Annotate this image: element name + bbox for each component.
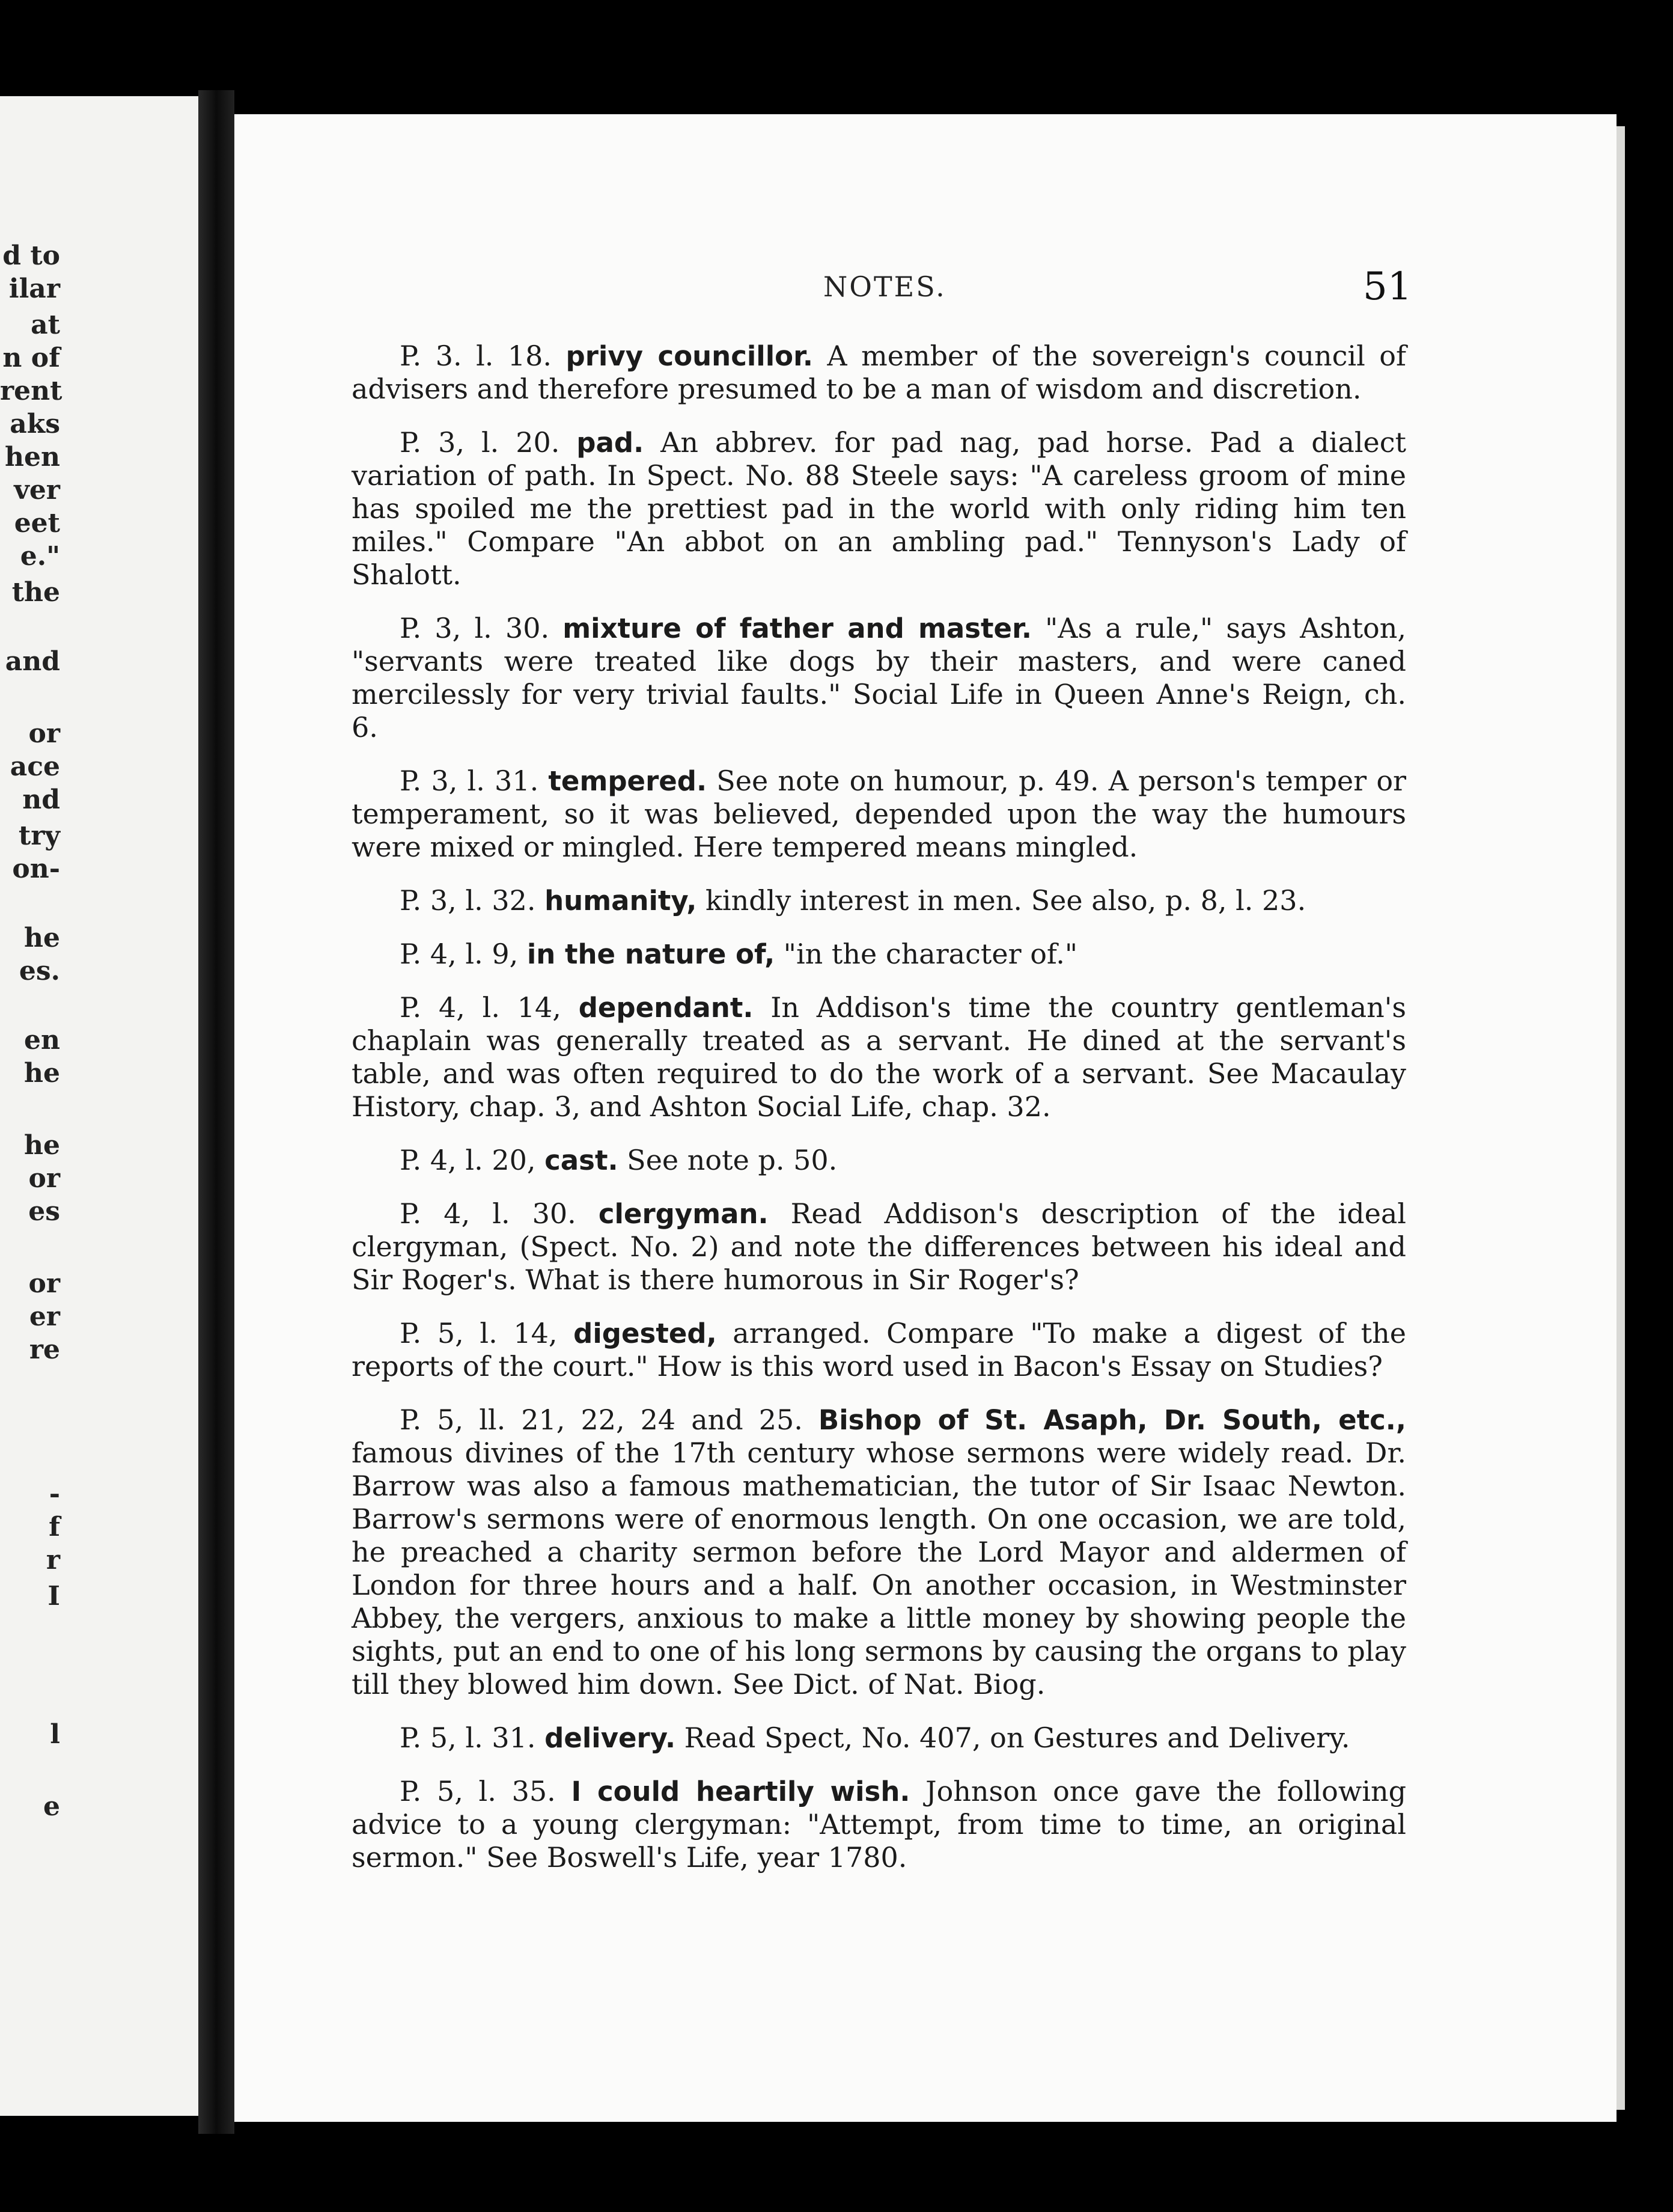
note-text: Read Spect, No. 407, on Gestures and Delivery. (675, 1722, 1350, 1754)
left-page-text-fragment: on- (12, 854, 60, 884)
note-text: See note on humour, p. 49. A person's temper or temperament, so it was believed, depended upon the way the humours were mixed or mingled. Here tempered means mingled. (352, 765, 1407, 863)
note-headword: mixture of father and master. (562, 613, 1032, 644)
left-page-text-fragment: he (24, 1058, 60, 1089)
note-reference: P. 4, l. 20, (400, 1144, 536, 1176)
left-page-text-fragment: eet (14, 508, 60, 539)
left-page-text-fragment: or (28, 1163, 60, 1194)
left-facing-page (0, 96, 198, 2116)
left-page-text-fragment: or (28, 718, 60, 749)
left-page-text-fragment: the (11, 577, 60, 608)
note-entry (352, 938, 1406, 971)
left-page-text-fragment: he (24, 1130, 60, 1161)
left-page-text-fragment: - (49, 1479, 60, 1509)
left-page-text-fragment: ver (14, 475, 60, 506)
left-page-text-fragment: ilar (8, 273, 60, 304)
page-number: 51 (1363, 264, 1412, 309)
left-page-text-fragment: aks (10, 409, 60, 439)
note-entry (352, 1775, 1406, 1874)
note-reference: P. 4, l. 9, (400, 938, 519, 970)
note-headword: digested, (573, 1318, 717, 1349)
left-page-text-fragment: he (24, 923, 60, 953)
left-page-text-fragment: en (24, 1025, 60, 1056)
note-reference: P. 5, ll. 21, 22, 24 and 25. (400, 1404, 803, 1436)
note-text: A member of the sovereign's council of advisers and therefore presumed to be a man of wisdom and discretion. (352, 340, 1407, 405)
note-reference: P. 5, l. 14, (400, 1317, 558, 1349)
left-page-text-fragment: or (28, 1268, 60, 1299)
note-text: See note p. 50. (618, 1144, 838, 1176)
note-entry (352, 884, 1406, 917)
left-page-text-fragment: n of (2, 343, 60, 373)
note-text: Read Addison's description of the ideal clergyman, (Spect. No. 2) and note the differences between his ideal and Sir Roger's. What is there humorous in Sir Roger's? (352, 1197, 1406, 1296)
note-reference: P. 3, l. 20. (400, 426, 560, 459)
left-page-text-fragment: ace (10, 751, 60, 782)
note-entry (352, 612, 1406, 744)
note-text: "As a rule," says Ashton, "servants were treated like dogs by their masters, and were caned mercilessly for very trivial faults." Social Life in Queen Anne's Reign, ch. 6. (352, 612, 1406, 744)
book-gutter (198, 90, 234, 2134)
running-header: NOTES. (823, 270, 946, 303)
note-reference: P. 3. l. 18. (400, 340, 552, 372)
note-text: famous divines of the 17th century whose sermons were widely read. Dr. Barrow was also a famous mathematician, the tutor of Sir Isaac Newton. Barrow's sermons were of enormous length. On one occasion, we are told, he preached a charity sermon before the Lord Mayor and aldermen of London for three hours and a half. On another occasion, in Westminster Abbey, the vergers, anxious to make a little money by showing people the sights, put an end to one of his long sermons by causing the organs to play till they blowed him down. See Dict. of Nat. Biog. (352, 1437, 1406, 1700)
note-text: In Addison's time the country gentleman's chaplain was generally treated as a servant. He dined at the servant's table, and was often required to do the work of a servant. See Macaulay History, chap. 3, and Ashton Social Life, chap. 32. (352, 991, 1407, 1123)
note-headword: humanity, (544, 885, 697, 917)
left-page-text-fragment: es (28, 1196, 60, 1227)
note-headword: Bishop of St. Asaph, Dr. South, etc., (818, 1404, 1406, 1436)
note-reference: P. 4, l. 14, (400, 991, 561, 1024)
page-edge (1617, 126, 1625, 2110)
note-reference: P. 5, l. 31. (400, 1722, 536, 1754)
left-page-text-fragment: I (47, 1581, 60, 1612)
note-entry (352, 1144, 1406, 1177)
note-headword: privy councillor. (565, 340, 813, 372)
left-page-text-fragment: re (29, 1334, 60, 1365)
note-headword: pad. (576, 427, 644, 459)
note-entry (352, 1197, 1406, 1297)
note-entry (352, 1404, 1406, 1701)
note-headword: I could heartily wish. (571, 1776, 910, 1807)
note-headword: delivery. (544, 1722, 676, 1754)
left-page-text-fragment: r (46, 1545, 60, 1575)
left-page-text-fragment: f (49, 1512, 60, 1542)
note-reference: P. 3, l. 31. (400, 765, 539, 797)
note-text: Johnson once gave the following advice to a young clergyman: "Attempt, from time to time, an original sermon." See Boswell's Life, year 1780. (352, 1775, 1407, 1874)
left-page-text-fragment: rent (0, 376, 62, 406)
note-reference: P. 3, l. 32. (400, 884, 536, 917)
note-headword: in the nature of, (526, 938, 775, 970)
note-headword: tempered. (548, 765, 707, 797)
left-page-text-fragment: er (29, 1301, 60, 1332)
left-page-text-fragment: at (31, 310, 60, 340)
note-headword: cast. (544, 1144, 618, 1176)
note-headword: clergyman. (598, 1198, 769, 1230)
left-page-text-fragment: e." (20, 541, 60, 572)
note-entry (352, 1722, 1406, 1755)
note-headword: dependant. (578, 992, 754, 1024)
note-text: An abbrev. for pad nag, pad horse. Pad a dialect variation of path. In Spect. No. 88 Steele says: "A careless groom of mine has spoiled me the prettiest pad in the world with only riding him ten miles." Compare "An abbot on an ambling pad." Tennyson's Lady of Shalott. (352, 426, 1407, 591)
left-page-text-fragment: hen (5, 442, 60, 472)
left-page-text-fragment: e (43, 1791, 60, 1822)
left-page-text-fragment: try (18, 820, 60, 851)
note-text: kindly interest in men. See also, p. 8, l. 23. (696, 884, 1306, 917)
note-text: arranged. Compare "To make a digest of the reports of the court." How is this word used in Bacon's Essay on Studies? (352, 1317, 1407, 1382)
note-entry (352, 340, 1406, 406)
left-page-text-fragment: nd (22, 784, 60, 815)
note-entry (352, 1317, 1406, 1383)
left-page-text-fragment: es. (19, 956, 60, 986)
left-page-text-fragment: l (50, 1719, 60, 1750)
left-page-text-fragment: d to (2, 240, 60, 271)
note-entry (352, 991, 1406, 1123)
note-reference: P. 5, l. 35. (400, 1775, 556, 1807)
note-entry (352, 426, 1406, 591)
note-reference: P. 4, l. 30. (400, 1197, 576, 1230)
note-reference: P. 3, l. 30. (400, 612, 550, 644)
notes-list (352, 340, 1406, 1895)
left-page-text-fragment: and (5, 646, 60, 677)
note-text: "in the character of." (775, 938, 1078, 970)
note-entry (352, 765, 1406, 864)
